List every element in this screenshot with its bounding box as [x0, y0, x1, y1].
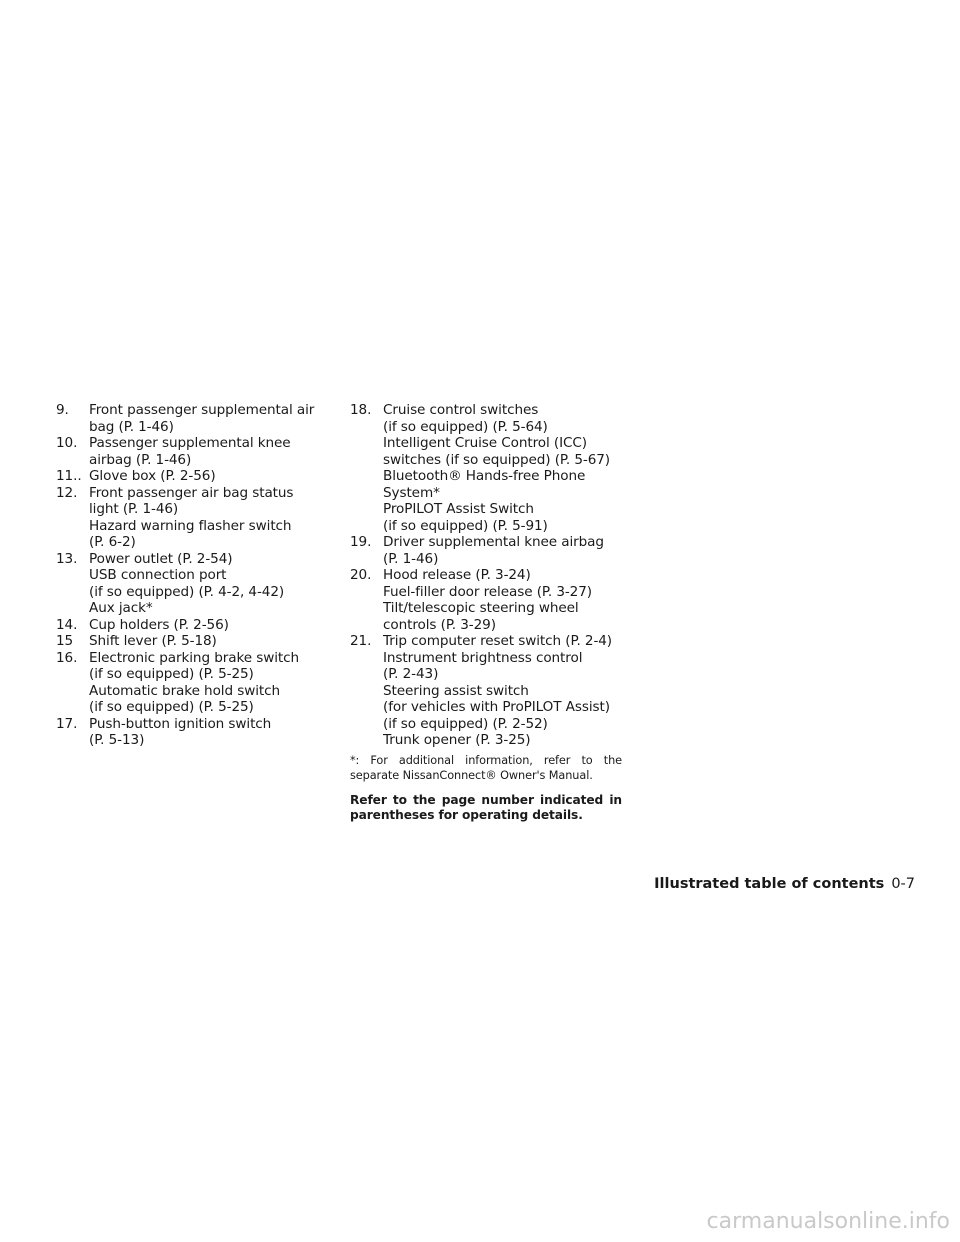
section-title: Illustrated table of contents — [654, 876, 885, 892]
item-line: Bluetooth® Hands-free Phone — [383, 468, 586, 484]
item-number: 19. — [350, 534, 372, 550]
item-text — [89, 716, 338, 749]
item-line: Electronic parking brake switch — [89, 649, 300, 666]
item-text — [383, 402, 622, 534]
item-text — [89, 650, 338, 716]
item-line: airbag (P. 1-46) — [89, 451, 192, 468]
item-line: Push-button ignition switch — [89, 715, 272, 732]
item-line: Glove box (P. 2-56) — [89, 468, 216, 484]
item-text — [383, 633, 622, 749]
item-line: Intelligent Cruise Control (ICC) — [383, 435, 588, 451]
item-line: controls (P. 3-29) — [383, 616, 496, 633]
item-line: Shift lever (P. 5-18) — [89, 633, 217, 649]
watermark: carmanualsonline.info — [706, 1209, 950, 1234]
item-line: light (P. 1-46) — [89, 501, 179, 517]
item-line: USB connection port — [89, 567, 227, 583]
item-line: Cup holders (P. 2-56) — [89, 616, 229, 633]
item-line: Driver supplemental knee airbag — [383, 534, 604, 550]
item-line: (for vehicles with ProPILOT Assist) — [383, 699, 610, 715]
list-item — [56, 716, 338, 749]
list-item — [56, 650, 338, 716]
right-column — [350, 402, 622, 823]
item-line: Passenger supplemental knee — [89, 435, 291, 451]
list-item — [56, 485, 338, 551]
item-number: 16. — [56, 649, 78, 666]
item-line: Front passenger air bag status — [89, 484, 294, 501]
item-number: 11.. — [56, 468, 82, 484]
item-line: Cruise control switches — [383, 402, 539, 418]
item-text — [89, 617, 338, 634]
item-text — [89, 633, 338, 650]
item-text — [89, 435, 338, 468]
list-item — [56, 617, 338, 634]
item-line: (if so equipped) (P. 5-25) — [89, 666, 254, 682]
item-line: System* — [383, 484, 440, 501]
item-line: Steering assist switch — [383, 682, 529, 699]
item-line: Power outlet (P. 2-54) — [89, 550, 233, 567]
item-text — [383, 534, 622, 567]
item-line: Hazard warning flasher switch — [89, 517, 292, 534]
list-item — [350, 633, 622, 749]
item-line: (P. 1-46) — [383, 550, 439, 567]
item-line: (if so equipped) (P. 4-2, 4-42) — [89, 583, 285, 600]
item-text — [89, 468, 338, 485]
right-item-list — [350, 402, 622, 749]
item-text — [383, 567, 622, 633]
item-line: Front passenger supplemental air — [89, 402, 315, 418]
item-line: Tilt/telescopic steering wheel — [383, 600, 579, 616]
item-number: 10. — [56, 435, 78, 451]
list-item — [350, 402, 622, 534]
item-number: 17. — [56, 715, 78, 732]
item-number: 14. — [56, 616, 78, 633]
item-line: Automatic brake hold switch — [89, 682, 281, 699]
item-line: (P. 6-2) — [89, 534, 136, 550]
item-line: ProPILOT Assist Switch — [383, 501, 534, 517]
item-line: Trunk opener (P. 3-25) — [383, 732, 531, 748]
item-text — [89, 485, 338, 551]
item-number: 12. — [56, 484, 78, 501]
item-number: 21. — [350, 633, 372, 649]
item-number: 20. — [350, 567, 372, 583]
item-line: Fuel-filler door release (P. 3-27) — [383, 583, 592, 600]
list-item — [350, 534, 622, 567]
item-number: 15 — [56, 633, 74, 649]
item-line: Instrument brightness control — [383, 649, 583, 666]
item-text — [89, 551, 338, 617]
item-line: (P. 2-43) — [383, 666, 439, 682]
page-number: 0-7 — [891, 876, 915, 892]
left-column — [56, 402, 338, 749]
item-line: (if so equipped) (P. 5-64) — [383, 418, 548, 435]
list-item — [350, 567, 622, 633]
item-line: (if so equipped) (P. 2-52) — [383, 715, 548, 732]
operating-details-note: Refer to the page number indicated in parentheses for operating details. — [350, 792, 622, 822]
item-line: (if so equipped) (P. 5-25) — [89, 699, 254, 715]
page-footer — [0, 876, 915, 892]
list-item — [56, 633, 338, 650]
item-number: 18. — [350, 402, 372, 418]
list-item — [56, 551, 338, 617]
item-number: 9. — [56, 402, 69, 418]
item-line: Trip computer reset switch (P. 2-4) — [383, 633, 612, 649]
item-number: 13. — [56, 550, 78, 567]
list-item — [56, 468, 338, 485]
list-item — [56, 435, 338, 468]
item-line: (P. 5-13) — [89, 732, 145, 748]
item-text — [89, 402, 338, 435]
list-item — [56, 402, 338, 435]
item-line: switches (if so equipped) (P. 5-67) — [383, 451, 611, 468]
item-line: Aux jack* — [89, 600, 153, 616]
item-line: (if so equipped) (P. 5-91) — [383, 517, 548, 534]
footnote: *: For additional information, refer to the separate NissanConnect® Owner's Manual. — [350, 753, 622, 782]
item-line: bag (P. 1-46) — [89, 418, 174, 435]
item-line: Hood release (P. 3-24) — [383, 567, 531, 583]
